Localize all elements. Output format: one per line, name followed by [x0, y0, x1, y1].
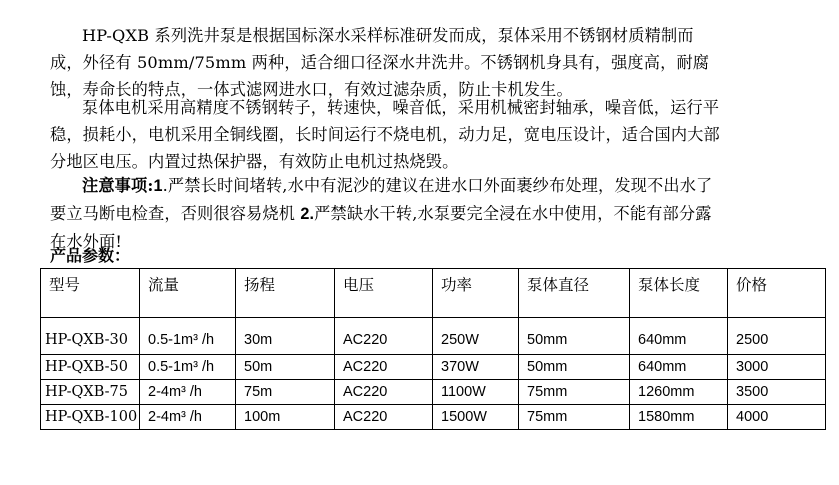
- params-heading: 产品参数：: [50, 246, 131, 265]
- cell-diameter: 50mm: [519, 318, 630, 355]
- cell-length: 1260mm: [630, 380, 728, 405]
- cell-voltage: AC220: [335, 355, 433, 380]
- table-row: [41, 380, 826, 405]
- params-header-row: [41, 269, 826, 318]
- table-row: [41, 405, 826, 430]
- cell-model: HP-QXB-100: [41, 405, 140, 430]
- notice-item-2-number: 2.: [300, 205, 315, 223]
- notice-item-1-number: 1: [153, 177, 163, 195]
- cell-power: 1100W: [433, 380, 519, 405]
- cell-length: 640mm: [630, 355, 728, 380]
- table-row: [41, 355, 826, 380]
- notice-item-1-text: .严禁长时间堵转,水中有泥沙的建议在进水口外面裹纱布处理，发现不出水了要立马断电检查，否则很容易烧机: [50, 176, 713, 223]
- cell-length: 1580mm: [630, 405, 728, 430]
- cell-length: 640mm: [630, 318, 728, 355]
- params-table: [40, 268, 826, 430]
- cell-price: 3000: [728, 355, 826, 380]
- cell-head: 50m: [236, 355, 335, 380]
- intro-paragraph-1: HP-QXB 系列洗井泵是根据国标深水采样标准研发而成，泵体采用不锈钢材质精制而成，外径有 50mm/75mm 两种，适合细口径深水井洗井。不锈钢机身具有，强度高，耐腐蚀，寿命长的特点，一体式滤网进水口，有效过滤杂质，防止卡机发生。: [50, 26, 710, 99]
- col-header-flow: 流量: [140, 269, 236, 318]
- notice-item-2-text: 严禁缺水干转,水泵要完全浸在水中使用，不能有部分露在水外面!: [50, 204, 712, 251]
- cell-head: 100m: [236, 405, 335, 430]
- col-header-head: 扬程: [236, 269, 335, 318]
- cell-head: 30m: [236, 318, 335, 355]
- table-row: [41, 318, 826, 355]
- cell-flow: 2-4m³ /h: [140, 405, 236, 430]
- cell-voltage: AC220: [335, 318, 433, 355]
- cell-voltage: AC220: [335, 380, 433, 405]
- intro-paragraph-2: 泵体电机采用高精度不锈钢转子，转速快，噪音低，采用机械密封轴承，噪音低，运行平稳，损耗小，电机采用全铜线圈，长时间运行不烧电机，动力足，宽电压设计，适合国内大部分地区电压。内置过热保护器，有效防止电机过热烧毁。: [50, 98, 720, 171]
- cell-flow: 0.5-1m³ /h: [140, 355, 236, 380]
- cell-head: 75m: [236, 380, 335, 405]
- cell-diameter: 75mm: [519, 405, 630, 430]
- col-header-model: 型号: [41, 269, 140, 318]
- notice-label: 注意事项:: [82, 176, 154, 195]
- cell-voltage: AC220: [335, 405, 433, 430]
- cell-flow: 0.5-1m³ /h: [140, 318, 236, 355]
- cell-diameter: 50mm: [519, 355, 630, 380]
- cell-price: 2500: [728, 318, 826, 355]
- cell-model: HP-QXB-75: [41, 380, 140, 405]
- notice-paragraph: [50, 172, 722, 255]
- cell-power: 1500W: [433, 405, 519, 430]
- cell-power: 250W: [433, 318, 519, 355]
- col-header-length: 泵体长度: [630, 269, 728, 318]
- col-header-voltage: 电压: [335, 269, 433, 318]
- col-header-power: 功率: [433, 269, 519, 318]
- cell-flow: 2-4m³ /h: [140, 380, 236, 405]
- cell-price: 3500: [728, 380, 826, 405]
- cell-model: HP-QXB-50: [41, 355, 140, 380]
- col-header-price: 价格: [728, 269, 826, 318]
- col-header-diameter: 泵体直径: [519, 269, 630, 318]
- cell-power: 370W: [433, 355, 519, 380]
- cell-price: 4000: [728, 405, 826, 430]
- cell-diameter: 75mm: [519, 380, 630, 405]
- cell-model: HP-QXB-30: [41, 318, 140, 355]
